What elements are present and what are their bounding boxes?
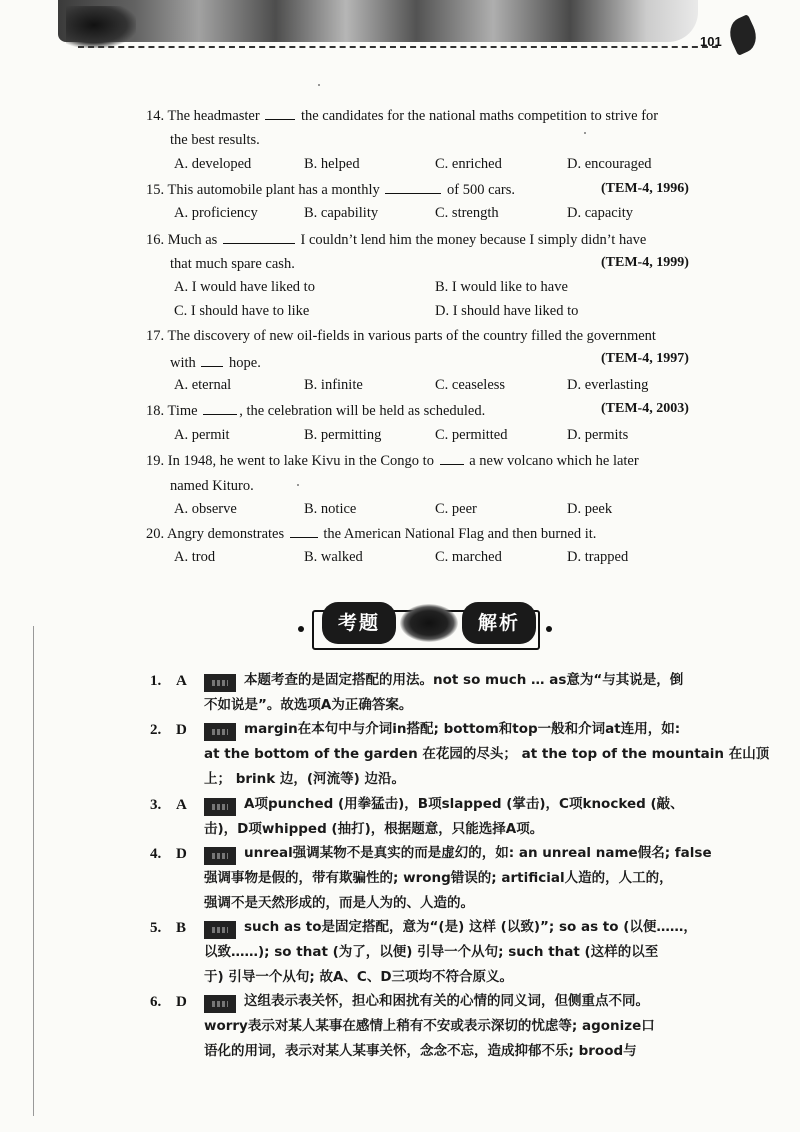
answer-4-line-2: 强调事物是假的，带有欺骗性的; wrong错误的; artificial人造的，人工的， <box>204 870 673 886</box>
scan-speck <box>297 484 299 486</box>
answer-5-line-2: 以致……); so that (为了，以便) 引导一个从句; such that (这样的以至 <box>204 944 659 960</box>
answer-1-number: 1. <box>150 673 162 689</box>
answer-1-line-2: 不如说是”。故选项A为正确答案。 <box>204 697 413 713</box>
leaf-ornament-icon <box>724 14 762 56</box>
answer-4-line-3: 强调不是天然形成的，而是人为的、人造的。 <box>204 895 474 911</box>
answer-blank <box>265 106 295 120</box>
question-18-line-1: 18. Time , the celebration will be held as scheduled. <box>146 403 486 419</box>
question-15-option-b: B. capability <box>304 205 379 221</box>
answer-blank <box>201 353 223 367</box>
answer-5-line-3: 于) 引导一个从句; 故A、C、D三项均不符合原义。 <box>204 969 514 985</box>
answer-3-letter: A <box>176 797 187 813</box>
question-17-option-c: C. ceaseless <box>435 377 506 393</box>
question-19-option-a: A. observe <box>174 501 237 517</box>
answer-4-line-1: unreal强调某物不是真实的而是虚幻的，如: an unreal name假名; false <box>244 845 712 861</box>
answer-3-line-1: A项punched (用拳猛击)，B项slapped (掌击)，C项knocked (敲、 <box>244 796 684 812</box>
answer-3-number: 3. <box>150 797 162 813</box>
answer-4-letter: D <box>176 846 187 862</box>
answer-4-badge-icon <box>204 847 236 865</box>
question-17-option-b: B. infinite <box>304 377 363 393</box>
answer-6-line-3: 语化的用词，表示对某人某事关怀，念念不忘，造成抑郁不乐; brood与 <box>204 1043 637 1059</box>
question-17-source: (TEM-4, 1997) <box>601 351 689 366</box>
answer-blank <box>203 401 237 415</box>
question-14-option-c: C. enriched <box>435 156 502 172</box>
question-18-option-a: A. permit <box>174 427 230 443</box>
answer-1-line-1: 本题考查的是固定搭配的用法。not so much … as意为“与其说是，倒 <box>244 672 684 688</box>
header-ornament-left <box>66 6 136 48</box>
answer-1-letter: A <box>176 673 187 689</box>
question-16-line-2: that much spare cash. <box>170 256 295 272</box>
heading-title-left: 考题 <box>322 602 396 644</box>
question-19-option-d: D. peek <box>567 501 613 517</box>
question-20-option-b: B. walked <box>304 549 363 565</box>
question-16-source: (TEM-4, 1999) <box>601 255 689 270</box>
question-14-option-a: A. developed <box>174 156 252 172</box>
answer-5-letter: B <box>176 920 187 936</box>
header-dashed-rule <box>78 46 718 48</box>
question-17-option-d: D. everlasting <box>567 377 649 393</box>
question-15-option-c: C. strength <box>435 205 499 221</box>
question-14-line-2: the best results. <box>170 132 260 148</box>
question-20-line-1: 20. Angry demonstrates the American National Flag and then burned it. <box>146 526 597 542</box>
answer-2-number: 2. <box>150 722 162 738</box>
question-18-option-c: C. permitted <box>435 427 508 443</box>
answer-6-line-2: worry表示对某人某事在感情上稍有不安或表示深切的忧虑等; agonize口 <box>204 1018 655 1034</box>
answer-2-line-2: at the bottom of the garden 在花园的尽头； at the top of the mountain 在山顶 <box>204 746 770 762</box>
question-15-option-a: A. proficiency <box>174 205 258 221</box>
question-19-line-1: 19. In 1948, he went to lake Kivu in the Congo to a new volcano which he later <box>146 453 639 469</box>
answer-blank <box>290 524 318 538</box>
question-14-option-b: B. helped <box>304 156 360 172</box>
question-17-line-2: with hope. <box>170 355 261 371</box>
question-17-line-1: 17. The discovery of new oil-fields in various parts of the country filled the government <box>146 328 656 344</box>
answer-blank <box>223 230 295 244</box>
heading-ornament-icon <box>400 604 458 642</box>
answer-5-line-1: such as to是固定搭配，意为“(是) 这样 (以致)”; so as to (以便……， <box>244 919 697 935</box>
answer-blank <box>440 451 464 465</box>
page-number: 101 <box>700 34 722 49</box>
scan-margin-line <box>33 626 34 1116</box>
question-19-option-c: C. peer <box>435 501 477 517</box>
question-17-option-a: A. eternal <box>174 377 232 393</box>
scan-speck <box>318 84 320 86</box>
answer-6-number: 6. <box>150 994 162 1010</box>
answer-6-line-1: 这组表示表关怀，担心和困扰有关的心情的同义词，但侧重点不同。 <box>244 993 649 1009</box>
answer-2-line-3: 上； brink 边，(河流等) 边沿。 <box>204 771 405 787</box>
scan-speck <box>584 132 586 134</box>
question-16-option-b: B. I would like to have <box>435 279 568 295</box>
question-15-line-1: 15. This automobile plant has a monthly of 500 cars. <box>146 182 516 198</box>
question-18-source: (TEM-4, 2003) <box>601 401 689 416</box>
answer-3-line-2: 击)，D项whipped (抽打)，根据题意，只能选择A项。 <box>204 821 544 837</box>
answer-3-badge-icon <box>204 798 236 816</box>
question-19-option-b: B. notice <box>304 501 357 517</box>
heading-dot-left <box>298 626 304 632</box>
answer-1-badge-icon <box>204 674 236 692</box>
answer-5-badge-icon <box>204 921 236 939</box>
header-decoration <box>58 0 698 42</box>
question-20-option-d: D. trapped <box>567 549 629 565</box>
question-14-line-1: 14. The headmaster the candidates for the national maths competition to strive for <box>146 108 659 124</box>
question-18-option-d: D. permits <box>567 427 629 443</box>
answer-2-line-1: margin在本句中与介词in搭配; bottom和top一般和介词at连用，如: <box>244 721 681 737</box>
question-14-option-d: D. encouraged <box>567 156 652 172</box>
heading-dot-right <box>546 626 552 632</box>
question-16-option-a: A. I would have liked to <box>174 279 315 295</box>
question-16-line-1: 16. Much as I couldn’t lend him the money because I simply didn’t have <box>146 232 647 248</box>
answer-4-number: 4. <box>150 846 162 862</box>
answer-6-badge-icon <box>204 995 236 1013</box>
section-heading <box>296 598 560 658</box>
question-16-option-d: D. I should have liked to <box>435 303 579 319</box>
question-18-option-b: B. permitting <box>304 427 382 443</box>
question-20-option-a: A. trod <box>174 549 216 565</box>
answer-5-number: 5. <box>150 920 162 936</box>
answer-2-letter: D <box>176 722 187 738</box>
question-19-line-2: named Kituro. <box>170 478 254 494</box>
heading-title-right: 解析 <box>462 602 536 644</box>
answer-2-badge-icon <box>204 723 236 741</box>
page-header-banner <box>58 0 760 52</box>
answer-6-letter: D <box>176 994 187 1010</box>
question-20-option-c: C. marched <box>435 549 502 565</box>
answer-blank <box>385 180 441 194</box>
question-16-option-c: C. I should have to like <box>174 303 310 319</box>
question-15-source: (TEM-4, 1996) <box>601 181 689 196</box>
question-15-option-d: D. capacity <box>567 205 634 221</box>
